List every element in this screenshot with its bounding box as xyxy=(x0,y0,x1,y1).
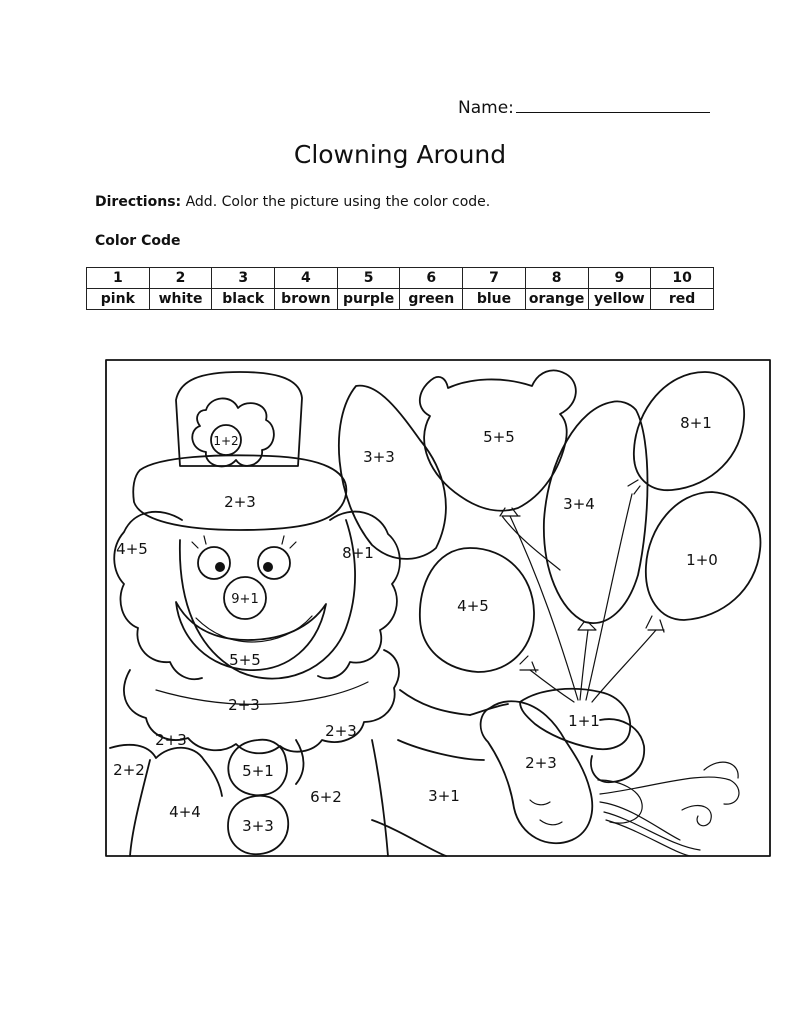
right-eye xyxy=(258,547,290,579)
code-number: 1 xyxy=(87,268,150,289)
name-label: Name: xyxy=(458,98,514,118)
glove-finger xyxy=(598,780,642,823)
label-nose: 9+1 xyxy=(231,592,259,607)
ear-balloon xyxy=(339,386,446,559)
string-curls xyxy=(600,777,739,856)
center-balloon xyxy=(544,401,648,623)
label-left-balloon: 4+5 xyxy=(457,597,489,615)
label-hair-right: 8+1 xyxy=(342,544,374,562)
suit-outline xyxy=(130,690,470,856)
directions-label: Directions: xyxy=(95,194,182,210)
eyelashes xyxy=(192,536,296,548)
code-number: 8 xyxy=(525,268,588,289)
label-top-right-balloon: 8+1 xyxy=(680,414,712,432)
left-balloon-knot xyxy=(520,656,538,672)
code-number: 10 xyxy=(651,268,714,289)
label-collar-left: 2+3 xyxy=(155,731,187,749)
balloon-string xyxy=(586,494,632,700)
label-button-bottom: 3+3 xyxy=(242,817,274,835)
mouth-inner xyxy=(196,616,312,642)
top-right-balloon-knot xyxy=(628,480,640,494)
label-right-balloon: 1+0 xyxy=(686,551,718,569)
label-hat-band: 2+3 xyxy=(224,493,256,511)
label-suit-right: 6+2 xyxy=(310,788,342,806)
hat-crown xyxy=(176,372,302,466)
code-color: blue xyxy=(463,289,526,310)
label-collar-right: 2+3 xyxy=(325,722,357,740)
collar-inner xyxy=(156,682,368,704)
code-color: green xyxy=(400,289,463,310)
code-number: 4 xyxy=(275,268,338,289)
code-number: 7 xyxy=(463,268,526,289)
color-code-label: Color Code xyxy=(95,233,181,249)
code-number: 5 xyxy=(337,268,400,289)
string-curl xyxy=(704,762,738,778)
label-body-bottom: 3+1 xyxy=(428,787,460,805)
label-suit-left-edge: 2+2 xyxy=(113,761,145,779)
collar-lower-right xyxy=(296,740,304,784)
balloon-string xyxy=(530,670,574,702)
label-button-top: 5+1 xyxy=(242,762,274,780)
code-color: black xyxy=(212,289,275,310)
label-hair-left: 4+5 xyxy=(116,540,148,558)
code-color: orange xyxy=(525,289,588,310)
balloon-string xyxy=(592,630,656,702)
code-color: yellow xyxy=(588,289,651,310)
code-color: brown xyxy=(275,289,338,310)
left-pupil xyxy=(215,562,225,572)
label-hat-flower: 1+2 xyxy=(213,434,239,448)
string-curl xyxy=(682,806,711,826)
suit-fold xyxy=(372,820,446,856)
right-pupil xyxy=(263,562,273,572)
code-number: 2 xyxy=(149,268,212,289)
code-color: red xyxy=(651,289,714,310)
left-eye xyxy=(198,547,230,579)
hair-left xyxy=(114,512,202,679)
code-color: white xyxy=(149,289,212,310)
code-number: 9 xyxy=(588,268,651,289)
label-glove: 2+3 xyxy=(525,754,557,772)
code-color: pink xyxy=(87,289,150,310)
code-color: purple xyxy=(337,289,400,310)
label-ear-balloon: 3+3 xyxy=(363,448,395,466)
label-bear-balloon: 5+5 xyxy=(483,428,515,446)
label-suit-left: 4+4 xyxy=(169,803,201,821)
label-center-balloon: 3+4 xyxy=(563,495,595,513)
label-cuff: 1+1 xyxy=(568,712,600,730)
worksheet-title: Clowning Around xyxy=(293,140,507,169)
label-mouth: 5+5 xyxy=(229,651,261,669)
right-balloon-knot xyxy=(646,616,664,632)
directions-text: Add. Color the picture using the color code. xyxy=(185,194,491,210)
code-number: 6 xyxy=(400,268,463,289)
code-number: 3 xyxy=(212,268,275,289)
glove-fingers xyxy=(530,800,562,825)
label-collar-center: 2+3 xyxy=(228,696,260,714)
